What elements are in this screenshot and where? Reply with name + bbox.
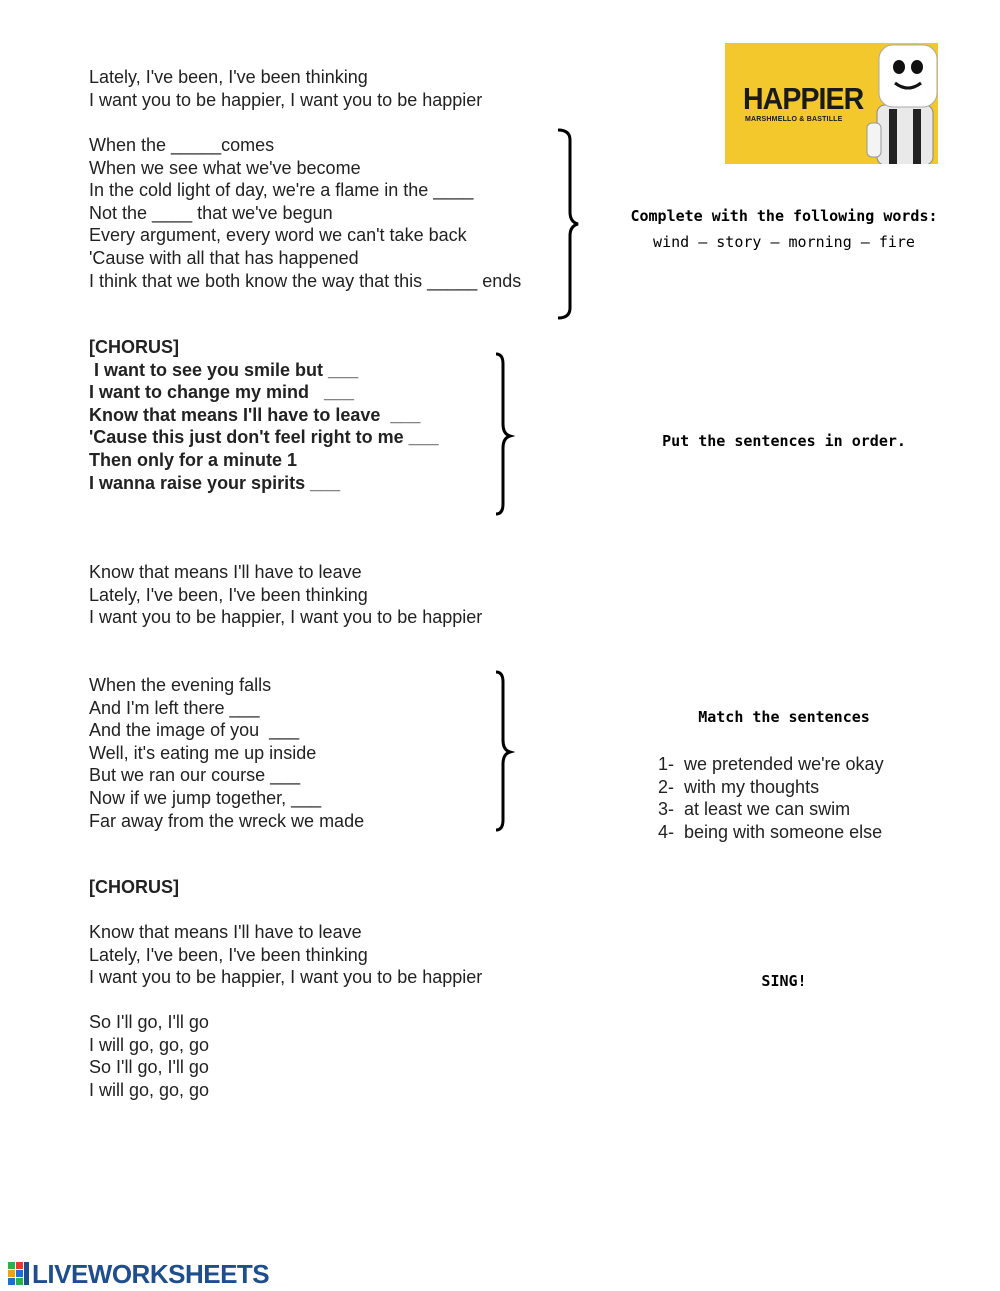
lyric-line: Not the ____ that we've begun — [89, 202, 333, 223]
complete-instruction: Complete with the following words: — [630, 207, 938, 225]
lyric-line: So I'll go, I'll go — [89, 1012, 209, 1032]
right-brace-icon — [552, 126, 582, 322]
chorus-2 — [89, 876, 179, 899]
lyric-line: When we see what we've become — [89, 157, 361, 178]
lyric-line: 'Cause this just don't feel right to me ___ — [89, 427, 439, 448]
lyric-line: Every argument, every word we can't take back — [89, 225, 467, 246]
lyric-line: And I'm left there ___ — [89, 697, 260, 718]
match-option: 2- with my thoughts — [658, 776, 820, 797]
album-cover-image — [725, 43, 938, 164]
chorus-label: [CHORUS] — [89, 337, 179, 357]
lyric-line: I wanna raise your spirits ___ — [89, 472, 341, 493]
word-bank: wind – story – morning – fire — [653, 233, 915, 251]
lyric-line: But we ran our course ___ — [89, 765, 301, 786]
liveworksheets-mark-icon — [8, 1262, 30, 1286]
lyric-line: Well, it's eating me up inside — [89, 742, 317, 763]
lyric-line: Then only for a minute 1 — [89, 449, 298, 470]
order-instruction: Put the sentences in order. — [662, 432, 906, 450]
lyric-line: 'Cause with all that has happened — [89, 247, 359, 268]
lyric-line: I think that we both know the way that this _____ ends — [89, 270, 522, 291]
verse-4-matching — [89, 674, 364, 832]
lyric-line: I want you to be happier, I want you to be happier — [89, 607, 483, 628]
album-artist: MARSHMELLO & BASTILLE — [745, 116, 843, 123]
chorus-ordering — [89, 336, 439, 494]
lyric-line: I want to change my mind ___ — [89, 382, 355, 403]
footer-brand: LIVEWORKSHEETS — [32, 1258, 270, 1289]
right-brace-icon — [490, 668, 520, 834]
chorus-label: [CHORUS] — [89, 877, 179, 897]
lyric-line: I want you to be happier, I want you to be happier — [89, 89, 483, 110]
verse-1 — [89, 66, 482, 111]
lyric-line: And the image of you ___ — [89, 720, 300, 741]
lyric-line: Now if we jump together, ___ — [89, 787, 322, 808]
lyric-line: I want to see you smile but ___ — [89, 359, 359, 380]
lyric-line: Far away from the wreck we made — [89, 810, 365, 831]
right-brace-icon — [490, 350, 520, 518]
lyric-line: Lately, I've been, I've been thinking — [89, 67, 368, 87]
lyric-line: Lately, I've been, I've been thinking — [89, 944, 368, 965]
album-title: HAPPIER — [743, 81, 864, 116]
verse-2-fill-blanks — [89, 134, 521, 292]
match-option: 4- being with someone else — [658, 821, 883, 842]
liveworksheets-logo — [8, 1258, 270, 1289]
lyric-line: Know that means I'll have to leave ___ — [89, 404, 421, 425]
lyric-line: I want you to be happier, I want you to be happier — [89, 967, 483, 988]
lyric-line: Lately, I've been, I've been thinking — [89, 584, 368, 605]
match-instruction: Match the sentences — [698, 708, 870, 726]
lyric-line: I will go, go, go — [89, 1079, 210, 1100]
marshmello-figure-icon — [857, 43, 938, 164]
verse-6 — [89, 1011, 209, 1101]
lyric-line: When the _____comes — [89, 135, 275, 155]
lyric-line: Know that means I'll have to leave — [89, 562, 362, 582]
lyric-line: In the cold light of day, we're a flame in the ____ — [89, 180, 474, 201]
match-options — [658, 753, 884, 843]
lyric-line: So I'll go, I'll go — [89, 1057, 209, 1078]
match-option: 1- we pretended we're okay — [658, 754, 884, 774]
lyric-line: When the evening falls — [89, 675, 272, 695]
verse-3 — [89, 561, 482, 629]
lyric-line: Know that means I'll have to leave — [89, 922, 362, 942]
match-option: 3- at least we can swim — [658, 799, 851, 820]
lyric-line: I will go, go, go — [89, 1034, 210, 1055]
verse-5 — [89, 921, 482, 989]
sing-instruction: SING! — [761, 972, 807, 990]
